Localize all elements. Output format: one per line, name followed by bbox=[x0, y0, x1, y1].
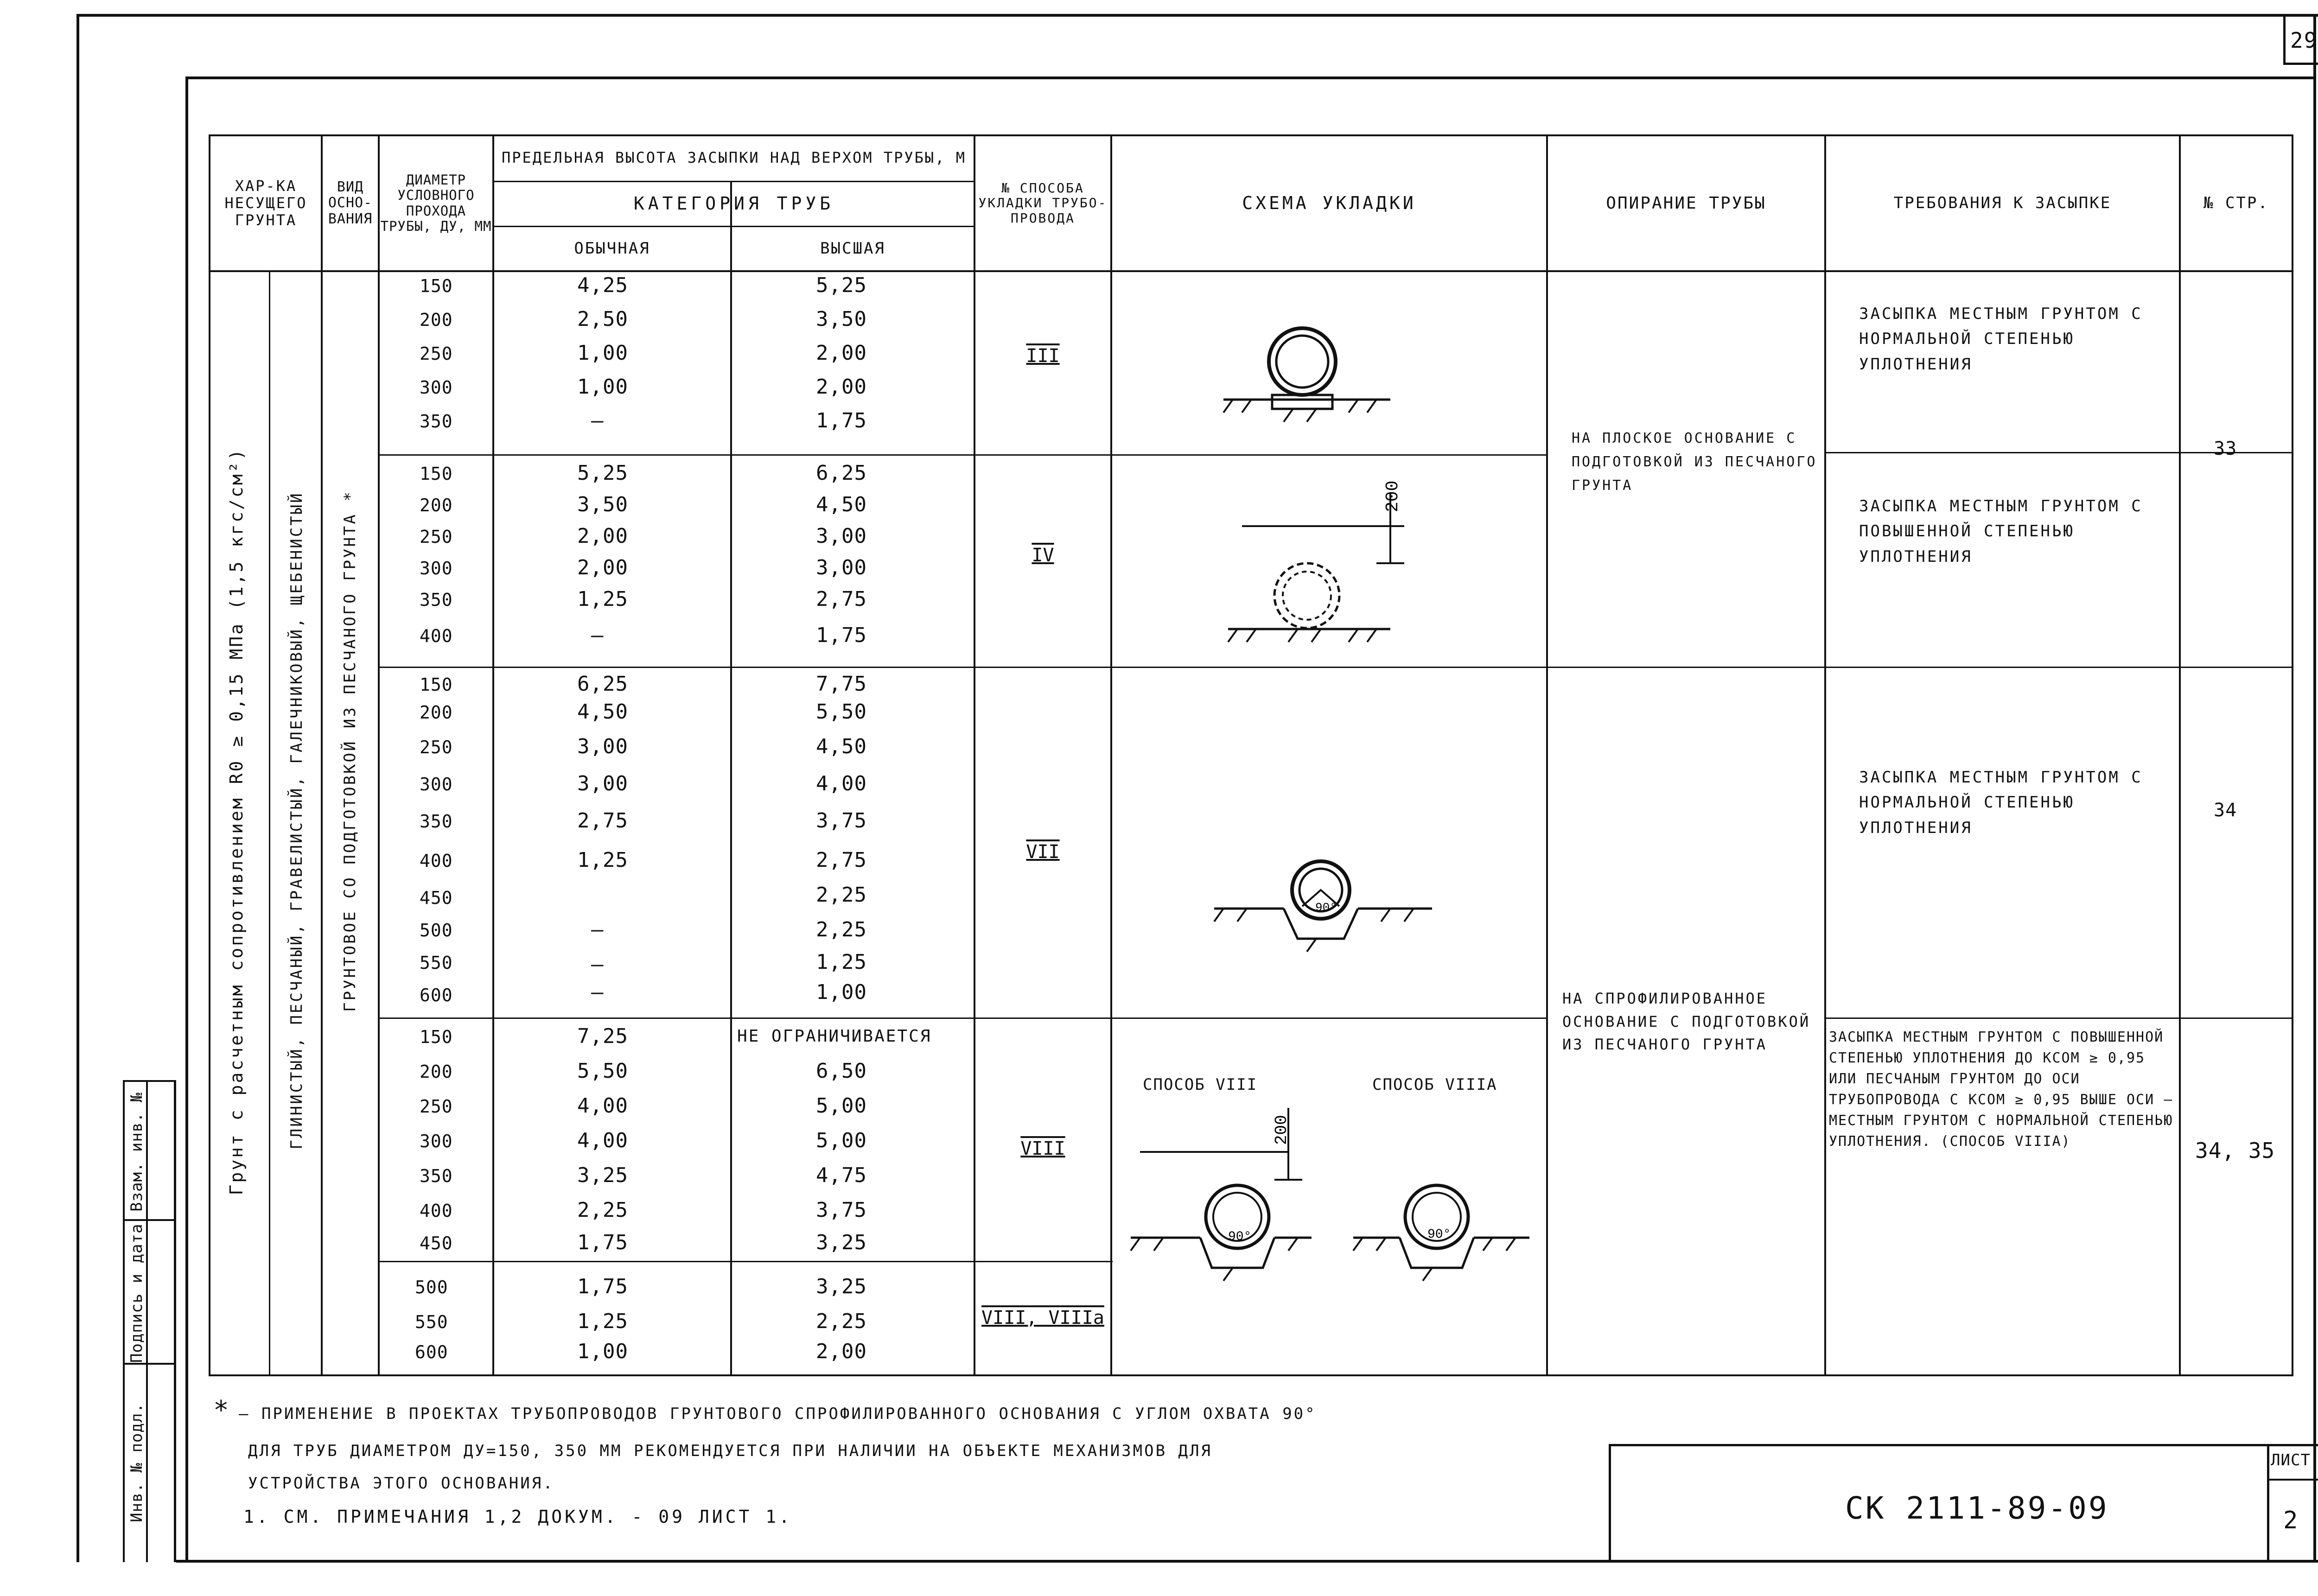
g1-h5: 1,75 bbox=[816, 409, 867, 432]
stamp-mid-line bbox=[146, 1080, 148, 1562]
g3-n6: 1,25 bbox=[577, 848, 628, 872]
header-height-group: ПРЕДЕЛЬНАЯ ВЫСОТА ЗАСЫПКИ НАД ВЕРХОМ ТРУБЫ, М bbox=[502, 148, 966, 166]
g1-d5: 350 bbox=[420, 411, 453, 432]
col-line-10 bbox=[2179, 134, 2181, 1375]
col-line-8 bbox=[1546, 134, 1548, 1375]
g1-h2: 3,50 bbox=[816, 307, 867, 331]
note-star: * bbox=[213, 1395, 231, 1425]
g4-h4: 4,75 bbox=[816, 1164, 867, 1187]
g2-h6: 1,75 bbox=[816, 623, 867, 647]
soil-long-text: Грунт с расчетным сопротивлением R0 ≥ 0,15 МПа (1,5 кгс/см²) bbox=[226, 447, 247, 1195]
stamp-div-3 bbox=[123, 1363, 176, 1365]
titleblock-top bbox=[1609, 1444, 2318, 1446]
g4-n1: 7,25 bbox=[577, 1024, 628, 1048]
stamp-vzam-inv: Взам. инв. № bbox=[127, 1092, 146, 1212]
g1-d3: 250 bbox=[420, 343, 453, 364]
note-line-2: ДЛЯ ТРУБ ДИАМЕТРОМ ДУ=150, 350 ММ РЕКОМЕНДУЕТСЯ ПРИ НАЛИЧИИ НА ОБЪЕКТЕ МЕХАНИЗМОВ ДЛЯ bbox=[248, 1442, 1212, 1460]
g2-d3: 250 bbox=[420, 527, 453, 547]
g4-d5: 350 bbox=[420, 1166, 453, 1186]
g2-h1: 6,25 bbox=[816, 461, 867, 485]
g2-d1: 150 bbox=[420, 464, 453, 484]
table-left bbox=[185, 76, 188, 1562]
g3-h8: 2,25 bbox=[816, 918, 867, 941]
g4-high-unlimited: НЕ ОГРАНИЧИВАЕТСЯ bbox=[737, 1027, 932, 1046]
table-top bbox=[185, 76, 2313, 79]
g5-h3: 2,00 bbox=[816, 1340, 867, 1363]
scheme-drawing-4 bbox=[1112, 1099, 1546, 1372]
listbox-left bbox=[2267, 1444, 2269, 1563]
g1-n5: – bbox=[591, 409, 604, 432]
sheet-border-left bbox=[76, 14, 79, 1562]
g2-h5: 2,75 bbox=[816, 587, 867, 611]
g1-n2: 2,50 bbox=[577, 307, 628, 331]
scheme4-angle-2: 90° bbox=[1427, 1227, 1451, 1242]
g1-h3: 2,00 bbox=[816, 341, 867, 365]
col-line-5 bbox=[730, 181, 732, 1375]
g3-h3: 4,50 bbox=[816, 735, 867, 758]
header-backfill: ТРЕБОВАНИЯ К ЗАСЫПКЕ bbox=[1893, 193, 2112, 212]
g3-h9: 1,25 bbox=[816, 950, 867, 974]
g3-n7: – bbox=[591, 918, 604, 941]
g1-n4: 1,00 bbox=[577, 375, 628, 399]
group-line-3 bbox=[378, 1017, 1113, 1019]
g4-n7: 1,75 bbox=[577, 1231, 628, 1254]
doc-code: СК 2111-89-09 bbox=[1845, 1490, 2109, 1526]
col-line-4 bbox=[492, 134, 494, 1375]
g3-n1: 6,25 bbox=[577, 672, 628, 696]
header-cat-high: ВЫСШАЯ bbox=[820, 239, 885, 258]
base-long-text: ГРУНТОВОЕ СО ПОДГОТОВКОЙ ИЗ ПЕСЧАНОГО ГРУНТА * bbox=[341, 490, 359, 1012]
g3-d7: 450 bbox=[420, 888, 453, 908]
g1-n3: 1,00 bbox=[577, 341, 628, 365]
header-base-type: ВИД ОСНО-ВАНИЯ bbox=[328, 178, 373, 227]
g5-h2: 2,25 bbox=[816, 1310, 867, 1333]
g3-h6: 2,75 bbox=[816, 848, 867, 872]
scheme-method-viiia-label: СПОСОБ VIIIА bbox=[1372, 1075, 1497, 1094]
scheme-drawing-2 bbox=[1112, 457, 1546, 665]
g3-h2: 5,50 bbox=[816, 700, 867, 724]
g3-method: VII bbox=[1026, 841, 1060, 863]
g2-n6: – bbox=[591, 623, 604, 647]
group-line-1 bbox=[378, 454, 1113, 456]
g3-n9: – bbox=[591, 980, 604, 1004]
page-ref-2: 34 bbox=[2214, 800, 2237, 821]
col-line-9 bbox=[1824, 134, 1826, 1375]
col-line-6 bbox=[974, 134, 975, 1375]
scheme2-dim-200: 200 bbox=[1383, 480, 1403, 512]
g4-h3: 5,00 bbox=[816, 1129, 867, 1152]
note-line-3: УСТРОЙСТВА ЭТОГО ОСНОВАНИЯ. bbox=[248, 1474, 554, 1493]
header-support: ОПИРАНИЕ ТРУБЫ bbox=[1606, 193, 1766, 213]
g3-h7: 2,25 bbox=[816, 883, 867, 907]
g3-n2: 4,50 bbox=[577, 700, 628, 724]
grid-left bbox=[209, 134, 210, 1376]
g2-d2: 200 bbox=[420, 495, 453, 515]
col-line-3 bbox=[378, 134, 380, 1375]
g4-h5: 3,75 bbox=[816, 1198, 867, 1222]
g3-n4: 3,00 bbox=[577, 772, 628, 795]
grid-header-bottom bbox=[209, 270, 2293, 272]
g5-d1: 500 bbox=[415, 1277, 448, 1297]
g3-h1: 7,75 bbox=[816, 672, 867, 696]
scheme4-dim-200: 200 bbox=[1272, 1115, 1291, 1145]
g4-n4: 4,00 bbox=[577, 1129, 628, 1152]
g4-h2: 5,00 bbox=[816, 1094, 867, 1118]
g4-d7: 450 bbox=[420, 1233, 453, 1253]
scheme3-angle: 90° bbox=[1315, 901, 1337, 915]
g5-method: VIII, VIIIа bbox=[981, 1307, 1104, 1329]
support-line-1 bbox=[1546, 667, 1824, 668]
g3-d5: 350 bbox=[420, 811, 453, 832]
g3-d10: 600 bbox=[420, 985, 453, 1005]
page-number: 29 bbox=[2290, 28, 2318, 53]
note-line-1: – ПРИМЕНЕНИЕ В ПРОЕКТАХ ТРУБОПРОВОДОВ ГРУНТОВОГО СПРОФИЛИРОВАННОГО ОСНОВАНИЯ С УГЛОМ ОХВАТА 90° bbox=[239, 1405, 1317, 1423]
g2-n5: 1,25 bbox=[577, 587, 628, 611]
backfill-req-2: ЗАСЫПКА МЕСТНЫМ ГРУНТОМ С ПОВЫШЕННОЙ СТЕПЕНЬЮ УПЛОТНЕНИЯ bbox=[1859, 497, 2143, 566]
g5-h1: 3,25 bbox=[816, 1275, 867, 1298]
g3-h10: 1,00 bbox=[816, 980, 867, 1004]
support-profiled: НА СПРОФИЛИРОВАННОЕ ОСНОВАНИЕ С ПОДГОТОВКОЙ ИЗ ПЕСЧАНОГО ГРУНТА bbox=[1562, 990, 1811, 1054]
scheme-drawing-1 bbox=[1112, 278, 1546, 452]
g3-n8: – bbox=[591, 953, 604, 976]
g3-d1: 150 bbox=[420, 674, 453, 695]
header-diameter: ДИАМЕТР УСЛОВНОГО ПРОХОДА ТРУБЫ, ДУ, ММ bbox=[380, 172, 492, 234]
sheet-border-bottom bbox=[176, 1560, 2318, 1563]
g2-n3: 2,00 bbox=[577, 524, 628, 548]
note-line-4: 1. СМ. ПРИМЕЧАНИЯ 1,2 ДОКУМ. - 09 ЛИСТ 1. bbox=[243, 1507, 792, 1527]
backfill-req-4: ЗАСЫПКА МЕСТНЫМ ГРУНТОМ С ПОВЫШЕННОЙ СТЕПЕНЬЮ УПЛОТНЕНИЯ ДО KCOM ≥ 0,95 ИЛИ ПЕСЧАНЫМ ГРУНТОМ ДО ОСИ ТРУБОПРОВОДА С KCOM ≥ 0,95 ВЫШЕ ОСИ – МЕСТНЫМ ГРУНТОМ С НОРМАЛЬНОЙ СТЕПЕНЬЮ УПЛОТНЕНИЯ. (СПОСОБ VIIIА) bbox=[1829, 1029, 2173, 1150]
g2-d4: 300 bbox=[420, 558, 453, 579]
g4-n5: 3,25 bbox=[577, 1164, 628, 1187]
header-pipe-category: КАТЕГОРИЯ ТРУБ bbox=[633, 193, 834, 214]
group-line-4 bbox=[378, 1261, 1113, 1262]
g4-d6: 400 bbox=[420, 1201, 453, 1221]
g3-h4: 4,00 bbox=[816, 772, 867, 795]
support-flat: НА ПЛОСКОЕ ОСНОВАНИЕ С ПОДГОТОВКОЙ ИЗ ПЕСЧАНОГО ГРУНТА bbox=[1572, 430, 1817, 494]
g2-h4: 3,00 bbox=[816, 556, 867, 579]
stamp-left-line bbox=[123, 1080, 125, 1562]
listbox-mid bbox=[2267, 1479, 2318, 1481]
g3-d4: 300 bbox=[420, 774, 453, 795]
g4-h6: 3,25 bbox=[816, 1231, 867, 1254]
header-method-no: № СПОСОБА УКЛАДКИ ТРУБО-ПРОВОДА bbox=[978, 180, 1108, 226]
scheme-method-viii-label: СПОСОБ VIII bbox=[1143, 1075, 1258, 1094]
titleblock-left bbox=[1609, 1444, 1611, 1563]
g3-n3: 3,00 bbox=[577, 735, 628, 758]
header-cat-normal: ОБЫЧНАЯ bbox=[574, 239, 650, 258]
g2-method: IV bbox=[1032, 545, 1054, 566]
soil-types-text: ГЛИНИСТЫЙ, ПЕСЧАНЫЙ, ГРАВЕЛИСТЫЙ, ГАЛЕЧНИКОВЫЙ, ЩЕБЕНИСТЫЙ bbox=[287, 491, 306, 1150]
g4-d3: 250 bbox=[420, 1096, 453, 1117]
sheet-border-top bbox=[76, 14, 2318, 17]
stamp-div-1 bbox=[123, 1080, 176, 1082]
group-line-2 bbox=[378, 667, 1113, 668]
page-ref-3: 34, 35 bbox=[2195, 1138, 2275, 1163]
g5-n3: 1,00 bbox=[577, 1340, 628, 1363]
g3-h5: 3,75 bbox=[816, 809, 867, 833]
col-line-2 bbox=[321, 134, 323, 1375]
g5-n2: 1,25 bbox=[577, 1310, 628, 1333]
g1-n1: 4,25 bbox=[577, 273, 628, 297]
g5-d2: 550 bbox=[415, 1312, 448, 1332]
g4-method: VIII bbox=[1020, 1138, 1065, 1159]
g3-d9: 550 bbox=[420, 953, 453, 973]
stamp-right-line bbox=[174, 1080, 176, 1562]
header-page: № СТР. bbox=[2203, 193, 2269, 212]
pagebox-left bbox=[2283, 14, 2286, 65]
g4-d2: 200 bbox=[420, 1062, 453, 1082]
g4-h1: 6,50 bbox=[816, 1059, 867, 1083]
scheme-line-1 bbox=[1110, 454, 1546, 456]
stamp-podpis-data: Подпись и дата bbox=[127, 1223, 146, 1363]
g1-d2: 200 bbox=[420, 310, 453, 330]
g1-h1: 5,25 bbox=[816, 273, 867, 297]
g4-d4: 300 bbox=[420, 1131, 453, 1151]
g4-n3: 4,00 bbox=[577, 1094, 628, 1118]
g2-d6: 400 bbox=[420, 626, 453, 646]
col-line-1 bbox=[269, 272, 270, 1375]
scheme-line-2 bbox=[1110, 667, 1546, 668]
header-soil: ХАР-КА НЕСУЩЕГО ГРУНТА bbox=[224, 177, 307, 229]
g5-n1: 1,75 bbox=[577, 1275, 628, 1298]
backfill-line-3 bbox=[1824, 1017, 2293, 1019]
page-ref-1: 33 bbox=[2214, 438, 2237, 459]
g2-h2: 4,50 bbox=[816, 493, 867, 516]
g1-d1: 150 bbox=[420, 276, 453, 296]
g1-method: III bbox=[1026, 345, 1060, 367]
scheme-drawing-3 bbox=[1112, 670, 1546, 1015]
g1-d4: 300 bbox=[420, 377, 453, 398]
g3-d6: 400 bbox=[420, 851, 453, 871]
backfill-req-3: ЗАСЫПКА МЕСТНЫМ ГРУНТОМ С НОРМАЛЬНОЙ СТЕПЕНЬЮ УПЛОТНЕНИЯ bbox=[1859, 768, 2143, 837]
list-number: 2 bbox=[2283, 1507, 2299, 1534]
g4-n6: 2,25 bbox=[577, 1198, 628, 1222]
g1-h4: 2,00 bbox=[816, 375, 867, 399]
g2-h3: 3,00 bbox=[816, 524, 867, 548]
g3-n5: 2,75 bbox=[577, 809, 628, 833]
header-scheme: СХЕМА УКЛАДКИ bbox=[1242, 192, 1416, 213]
g4-d1: 150 bbox=[420, 1027, 453, 1047]
g3-d2: 200 bbox=[420, 702, 453, 723]
backfill-line-2 bbox=[1824, 667, 2293, 668]
g2-n1: 5,25 bbox=[577, 461, 628, 485]
grid-right bbox=[2292, 134, 2293, 1376]
g3-d8: 500 bbox=[420, 920, 453, 941]
scheme-line-3 bbox=[1110, 1017, 1546, 1019]
list-label: ЛИСТ bbox=[2271, 1451, 2311, 1469]
grid-bottom bbox=[209, 1374, 2293, 1376]
g2-n2: 3,50 bbox=[577, 493, 628, 516]
scheme4-angle-1: 90° bbox=[1228, 1230, 1252, 1244]
pagebox-bottom bbox=[2283, 63, 2318, 65]
stamp-inv-podl: Инв. № подл. bbox=[127, 1403, 146, 1522]
g2-n4: 2,00 bbox=[577, 556, 628, 579]
g3-d3: 250 bbox=[420, 737, 453, 757]
g4-n2: 5,50 bbox=[577, 1059, 628, 1083]
g2-d5: 350 bbox=[420, 590, 453, 610]
g5-d3: 600 bbox=[415, 1342, 448, 1362]
backfill-req-1: ЗАСЫПКА МЕСТНЫМ ГРУНТОМ С НОРМАЛЬНОЙ СТЕПЕНЬЮ УПЛОТНЕНИЯ bbox=[1859, 305, 2143, 374]
sheet-border-right bbox=[2313, 14, 2316, 1562]
